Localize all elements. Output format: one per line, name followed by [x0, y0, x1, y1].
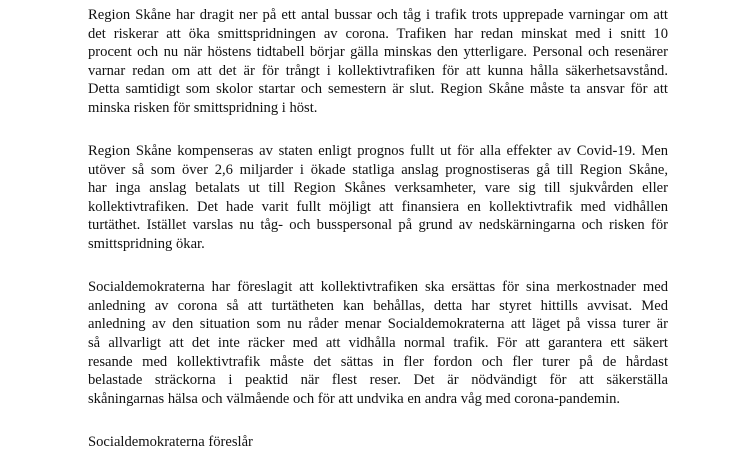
- paragraph-line: utöver så som över 2,6 miljarder i ökade statliga anslag prognostiseras gå till Region Skåne,: [88, 161, 668, 178]
- paragraph-line: skåningarnas hälsa och välmående och för att undvika en andra våg med corona-pandemin.: [88, 390, 621, 407]
- paragraph-line: procent och nu när höstens tidtabell börjar gälla minskas den ytterligare. Personal och resenärer: [88, 44, 668, 61]
- paragraph-line: kollektivtrafiken. Det hade varit fullt möjligt att finansiera en kollektivtrafik med vidhållen: [88, 198, 668, 215]
- paragraph-line: Socialdemokraterna har föreslagit att kollektivtrafiken ska ersättas för sina merkostnader med: [88, 279, 668, 296]
- paragraph-line: det riskerar att öka smittspridningen av corona. Trafiken har redan minskat med i snitt 10: [88, 25, 668, 42]
- document-page: [88, 6, 668, 476]
- paragraph-4: [88, 433, 668, 452]
- paragraph-line: turtäthet. Istället varslas nu tåg- och busspersonal på grund av nedskärningarna och risken för: [88, 217, 668, 234]
- paragraph-line: minska risken för smittspridning i höst.: [88, 99, 318, 116]
- paragraph-2: [88, 142, 668, 254]
- paragraph-line: Region Skåne kompenseras av staten enligt prognos fullt ut för alla effekter av Covid-19. Men: [88, 143, 668, 160]
- paragraph-line: belastade sträckorna i peaktid när flest reser. Det är nödvändigt för att säkerställa: [88, 372, 668, 389]
- paragraph-1: [88, 6, 668, 118]
- paragraph-line: har inga anslag betalats ut till Region Skånes verksamheter, vare sig till sjukvården eller: [88, 180, 668, 197]
- paragraph-line: så allvarligt att det inte räcker med att vidhålla normal trafik. För att garantera ett säkert: [88, 334, 668, 351]
- paragraph-line: anledning av corona så att turtätheten kan behållas, detta har styret hittills avvisat. Med: [88, 297, 668, 314]
- paragraph-line: Socialdemokraterna föreslår: [88, 433, 253, 450]
- paragraph-line: smittspridning ökar.: [88, 236, 205, 253]
- paragraph-line: anledning av den situation som nu råder menar Socialdemokraterna att läget på vissa turer är: [88, 316, 668, 333]
- paragraph-3: [88, 278, 668, 408]
- paragraph-line: Detta samtidigt som skolor startar och semestern är slut. Region Skåne måste ta ansvar för att: [88, 81, 668, 98]
- paragraph-line: resande med kollektivtrafik måste det sättas in fler fordon och fler turer på de hårdast: [88, 353, 668, 370]
- paragraph-line: varnar redan om att det är för trångt i kollektivtrafiken för att kunna hålla säkerhetsavstånd.: [88, 62, 668, 79]
- paragraph-line: Region Skåne har dragit ner på ett antal bussar och tåg i trafik trots upprepade varningar om att: [88, 7, 668, 23]
